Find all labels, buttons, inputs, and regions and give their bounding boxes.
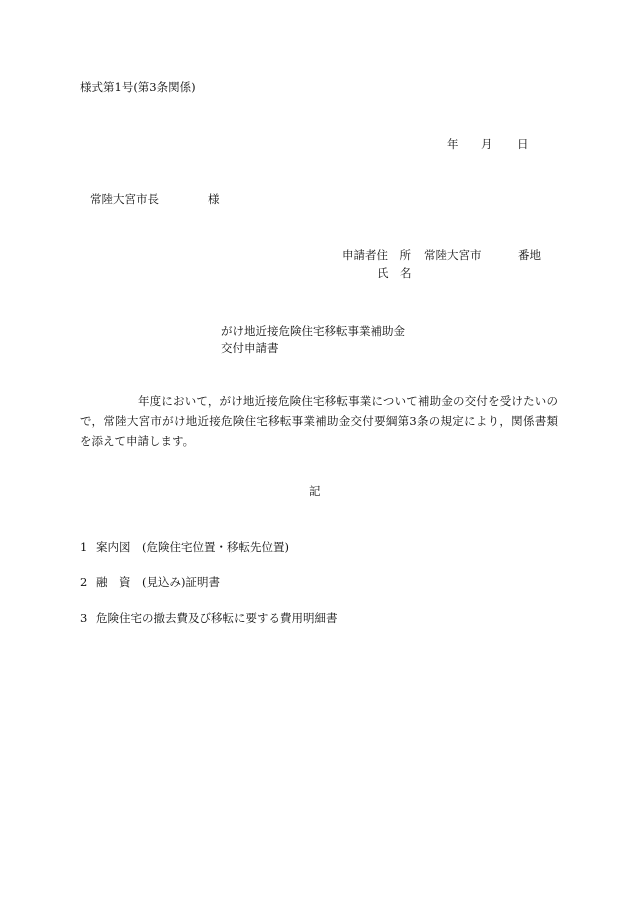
addressee-honorific: 様 [208, 192, 220, 206]
document-title [221, 323, 441, 357]
ki-heading: 記 [309, 484, 321, 498]
date-month-label: 月 [481, 137, 493, 151]
document-title-line-2: 交付申請書 [221, 341, 279, 355]
list-item [80, 577, 220, 589]
list-item [80, 613, 338, 625]
date-line [447, 139, 529, 151]
list-item-text: 融 資 (見込み)証明書 [96, 575, 220, 589]
list-item-text: 案内図 (危険住宅位置・移転先位置) [96, 540, 289, 554]
applicant-address-label: 申請者住 所 [342, 248, 411, 262]
date-day-label: 日 [517, 137, 529, 151]
body-paragraph: 年度において，がけ地近接危険住宅移転事業について補助金の交付を受けたいので，常陸大宮市がけ地近接危険住宅移転事業補助金交付要綱第3条の規定により，関係書類を添えて申請します。 [80, 394, 558, 448]
addressee-name: 常陸大宮市長 [90, 192, 159, 206]
list-item-number: 2 [80, 575, 88, 589]
applicant-address-line [342, 250, 541, 262]
date-year-label: 年 [447, 137, 459, 151]
document-title-line-1: がけ地近接危険住宅移転事業補助金 [221, 324, 405, 338]
applicant-address-city: 常陸大宮市 [424, 248, 482, 262]
list-item [80, 542, 289, 554]
form-number: 様式第1号(第3条関係) [80, 80, 196, 94]
list-item-text: 危険住宅の撤去費及び移転に要する費用明細書 [96, 611, 338, 625]
list-item-number: 3 [80, 611, 88, 625]
applicant-address-suffix: 番地 [518, 248, 541, 262]
applicant-name-label: 氏 名 [377, 266, 412, 280]
list-item-number: 1 [80, 540, 88, 554]
addressee [90, 194, 220, 206]
